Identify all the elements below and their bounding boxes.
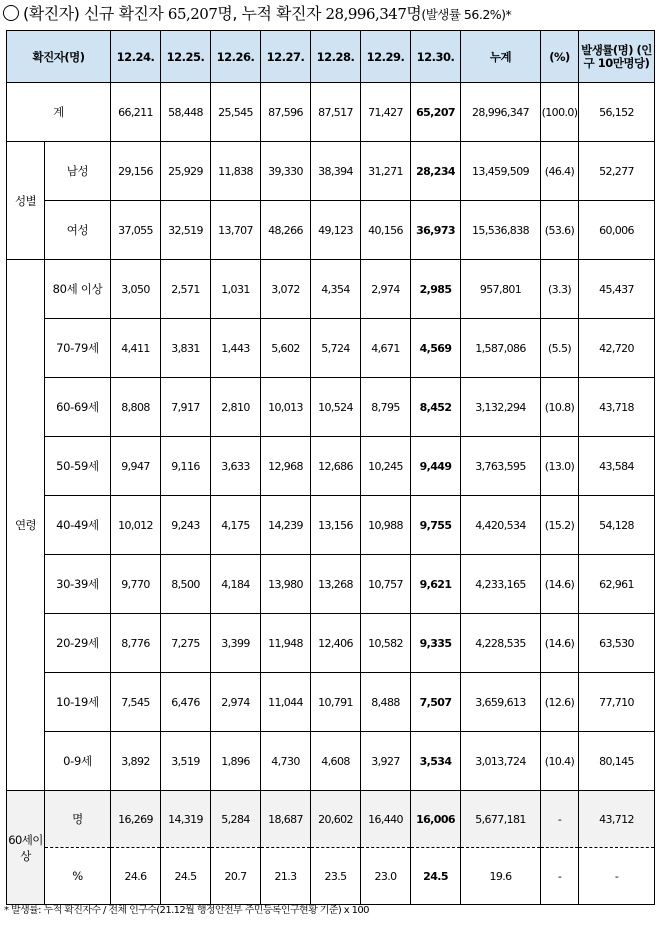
percent-cell: (15.2) (541, 496, 579, 555)
rate-cell: 43,718 (579, 378, 655, 437)
rate-cell: - (579, 848, 655, 905)
rate-cell: 43,712 (579, 791, 655, 848)
percent-cell: (5.5) (541, 319, 579, 378)
value-cell: 13,156 (311, 496, 361, 555)
value-cell: 7,917 (161, 378, 211, 437)
value-cell: 16,269 (111, 791, 161, 848)
value-cell: 4,354 (311, 260, 361, 319)
percent-cell: (14.6) (541, 614, 579, 673)
value-cell: 2,571 (161, 260, 211, 319)
value-cell: 37,055 (111, 201, 161, 260)
value-cell: 16,440 (361, 791, 411, 848)
value-cell: 36,973 (411, 201, 461, 260)
value-cell: 13,980 (261, 555, 311, 614)
cumulative-cell: 3,013,724 (461, 732, 541, 791)
percent-cell: (14.6) (541, 555, 579, 614)
value-cell: 1,896 (211, 732, 261, 791)
value-cell: 13,707 (211, 201, 261, 260)
value-cell: 3,399 (211, 614, 261, 673)
value-cell: 20,602 (311, 791, 361, 848)
header-cases: 확진자(명) (7, 31, 111, 83)
value-cell: 24.6 (111, 848, 161, 905)
cumulative-cell: 13,459,509 (461, 142, 541, 201)
row-label: % (45, 848, 111, 905)
header-date: 12.28. (311, 31, 361, 83)
table-row-age (7, 437, 655, 496)
rate-cell: 56,152 (579, 83, 655, 142)
value-cell: 9,449 (411, 437, 461, 496)
value-cell: 21.3 (261, 848, 311, 905)
table-row-age (7, 614, 655, 673)
value-cell: 24.5 (161, 848, 211, 905)
value-cell: 10,791 (311, 673, 361, 732)
value-cell: 11,838 (211, 142, 261, 201)
value-cell: 3,534 (411, 732, 461, 791)
value-cell: 10,013 (261, 378, 311, 437)
rate-cell: 42,720 (579, 319, 655, 378)
header-incidence-rate: 발생률(명) (인구 10만명당) (579, 31, 655, 83)
cumulative-cell: 15,536,838 (461, 201, 541, 260)
value-cell: 8,500 (161, 555, 211, 614)
header-date: 12.25. (161, 31, 211, 83)
cumulative-cell: 5,677,181 (461, 791, 541, 848)
cumulative-cell: 957,801 (461, 260, 541, 319)
cumulative-cell: 4,233,165 (461, 555, 541, 614)
title-cum-count: 28,996,347 (325, 5, 407, 23)
header-cumulative: 누계 (461, 31, 541, 83)
footnote: * 발생률: 누적 확진자수 / 전체 인구수(21.12월 행정안전부 주민등록인구현황 기준) x 100 (4, 905, 369, 916)
value-cell: 65,207 (411, 83, 461, 142)
group-label-sex: 성별 (7, 142, 45, 260)
value-cell: 14,319 (161, 791, 211, 848)
value-cell: 49,123 (311, 201, 361, 260)
value-cell: 2,974 (211, 673, 261, 732)
cumulative-cell: 28,996,347 (461, 83, 541, 142)
value-cell: 58,448 (161, 83, 211, 142)
value-cell: 7,545 (111, 673, 161, 732)
value-cell: 4,569 (411, 319, 461, 378)
value-cell: 2,985 (411, 260, 461, 319)
value-cell: 12,968 (261, 437, 311, 496)
value-cell: 32,519 (161, 201, 211, 260)
value-cell: 38,394 (311, 142, 361, 201)
value-cell: 8,452 (411, 378, 461, 437)
header-date: 12.27. (261, 31, 311, 83)
value-cell: 9,770 (111, 555, 161, 614)
row-label: 70-79세 (45, 319, 111, 378)
value-cell: 8,808 (111, 378, 161, 437)
cumulative-cell: 3,132,294 (461, 378, 541, 437)
value-cell: 40,156 (361, 201, 411, 260)
header-date: 12.26. (211, 31, 261, 83)
row-label: 50-59세 (45, 437, 111, 496)
value-cell: 3,927 (361, 732, 411, 791)
value-cell: 4,608 (311, 732, 361, 791)
value-cell: 10,245 (361, 437, 411, 496)
table-row-age (7, 496, 655, 555)
value-cell: 5,284 (211, 791, 261, 848)
row-label: 20-29세 (45, 614, 111, 673)
rate-cell: 52,277 (579, 142, 655, 201)
value-cell: 2,974 (361, 260, 411, 319)
value-cell: 66,211 (111, 83, 161, 142)
percent-cell: - (541, 848, 579, 905)
value-cell: 25,545 (211, 83, 261, 142)
cumulative-cell: 4,228,535 (461, 614, 541, 673)
cumulative-cell: 3,763,595 (461, 437, 541, 496)
value-cell: 10,757 (361, 555, 411, 614)
cumulative-cell: 3,659,613 (461, 673, 541, 732)
group-label-over60: 60세이상 (7, 791, 45, 905)
row-label: 명 (45, 791, 111, 848)
title-tag: (확진자) (23, 4, 80, 23)
value-cell: 3,633 (211, 437, 261, 496)
value-cell: 11,948 (261, 614, 311, 673)
table-row-over60-count (7, 791, 655, 848)
row-label: 10-19세 (45, 673, 111, 732)
rate-cell: 80,145 (579, 732, 655, 791)
table-row-age (7, 378, 655, 437)
value-cell: 5,602 (261, 319, 311, 378)
rate-cell: 45,437 (579, 260, 655, 319)
value-cell: 9,335 (411, 614, 461, 673)
rate-cell: 54,128 (579, 496, 655, 555)
value-cell: 71,427 (361, 83, 411, 142)
row-label: 40-49세 (45, 496, 111, 555)
value-cell: 25,929 (161, 142, 211, 201)
table-row-age (7, 319, 655, 378)
rate-cell: 43,584 (579, 437, 655, 496)
value-cell: 14,239 (261, 496, 311, 555)
row-label: 80세 이상 (45, 260, 111, 319)
value-cell: 7,275 (161, 614, 211, 673)
table-row-age (7, 555, 655, 614)
value-cell: 3,831 (161, 319, 211, 378)
value-cell: 10,524 (311, 378, 361, 437)
header-date: 12.29. (361, 31, 411, 83)
row-label: 계 (7, 83, 111, 142)
value-cell: 8,488 (361, 673, 411, 732)
group-label-age: 연령 (7, 260, 45, 791)
value-cell: 87,517 (311, 83, 361, 142)
value-cell: 4,184 (211, 555, 261, 614)
value-cell: 23.5 (311, 848, 361, 905)
value-cell: 9,243 (161, 496, 211, 555)
value-cell: 28,234 (411, 142, 461, 201)
value-cell: 10,582 (361, 614, 411, 673)
value-cell: 6,476 (161, 673, 211, 732)
value-cell: 10,988 (361, 496, 411, 555)
value-cell: 20.7 (211, 848, 261, 905)
value-cell: 29,156 (111, 142, 161, 201)
value-cell: 13,268 (311, 555, 361, 614)
value-cell: 39,330 (261, 142, 311, 201)
value-cell: 5,724 (311, 319, 361, 378)
value-cell: 23.0 (361, 848, 411, 905)
header-percent: (%) (541, 31, 579, 83)
value-cell: 4,730 (261, 732, 311, 791)
title-text-cum: 명, 누적 확진자 (217, 4, 326, 23)
percent-cell: (10.8) (541, 378, 579, 437)
value-cell: 3,050 (111, 260, 161, 319)
table-row-age (7, 732, 655, 791)
percent-cell: (100.0) (541, 83, 579, 142)
value-cell: 87,596 (261, 83, 311, 142)
value-cell: 7,507 (411, 673, 461, 732)
value-cell: 48,266 (261, 201, 311, 260)
cases-table (6, 30, 655, 905)
title-unit: 명 (406, 4, 422, 23)
table-row-total (7, 83, 655, 142)
rate-cell: 62,961 (579, 555, 655, 614)
value-cell: 11,044 (261, 673, 311, 732)
value-cell: 4,671 (361, 319, 411, 378)
value-cell: 2,810 (211, 378, 261, 437)
value-cell: 9,947 (111, 437, 161, 496)
value-cell: 9,116 (161, 437, 211, 496)
title-rate: (발생률 56.2%)* (421, 7, 512, 22)
table-row-age (7, 260, 655, 319)
header-row (7, 31, 655, 83)
value-cell: 3,072 (261, 260, 311, 319)
percent-cell: (46.4) (541, 142, 579, 201)
circle-bullet-icon (3, 5, 19, 21)
value-cell: 1,031 (211, 260, 261, 319)
table-row-male (7, 142, 655, 201)
cumulative-cell: 1,587,086 (461, 319, 541, 378)
table-row-age (7, 673, 655, 732)
percent-cell: (12.6) (541, 673, 579, 732)
header-date: 12.30. (411, 31, 461, 83)
header-date: 12.24. (111, 31, 161, 83)
table-row-over60-share (7, 848, 655, 905)
rate-cell: 63,530 (579, 614, 655, 673)
row-label: 30-39세 (45, 555, 111, 614)
value-cell: 1,443 (211, 319, 261, 378)
value-cell: 16,006 (411, 791, 461, 848)
value-cell: 8,795 (361, 378, 411, 437)
value-cell: 12,686 (311, 437, 361, 496)
cumulative-cell: 4,420,534 (461, 496, 541, 555)
title-text-new: 신규 확진자 (79, 4, 168, 23)
percent-cell: - (541, 791, 579, 848)
cumulative-cell: 19.6 (461, 848, 541, 905)
percent-cell: (13.0) (541, 437, 579, 496)
row-label: 남성 (45, 142, 111, 201)
rate-cell: 60,006 (579, 201, 655, 260)
row-label: 0-9세 (45, 732, 111, 791)
value-cell: 8,776 (111, 614, 161, 673)
value-cell: 3,519 (161, 732, 211, 791)
row-label: 여성 (45, 201, 111, 260)
value-cell: 24.5 (411, 848, 461, 905)
value-cell: 18,687 (261, 791, 311, 848)
page-title (3, 1, 511, 27)
table-row-female (7, 201, 655, 260)
value-cell: 9,621 (411, 555, 461, 614)
percent-cell: (53.6) (541, 201, 579, 260)
value-cell: 12,406 (311, 614, 361, 673)
rate-cell: 77,710 (579, 673, 655, 732)
percent-cell: (3.3) (541, 260, 579, 319)
value-cell: 4,175 (211, 496, 261, 555)
row-label: 60-69세 (45, 378, 111, 437)
title-new-count: 65,207 (167, 5, 218, 23)
value-cell: 4,411 (111, 319, 161, 378)
value-cell: 3,892 (111, 732, 161, 791)
value-cell: 9,755 (411, 496, 461, 555)
value-cell: 31,271 (361, 142, 411, 201)
value-cell: 10,012 (111, 496, 161, 555)
percent-cell: (10.4) (541, 732, 579, 791)
